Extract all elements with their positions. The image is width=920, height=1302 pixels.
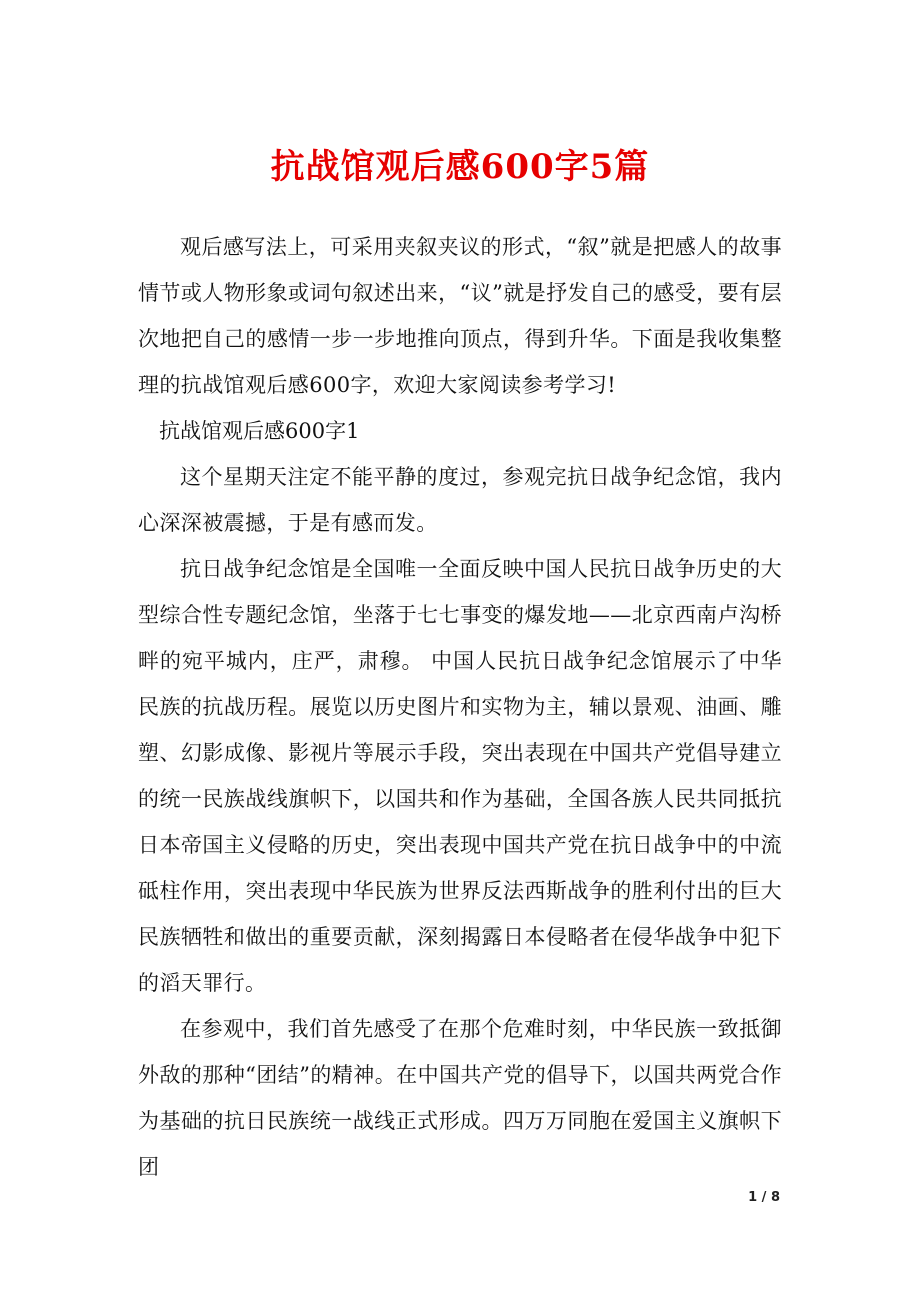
intro-paragraph: 观后感写法上，可采用夹叙夹议的形式，“叙”就是把感人的故事情节或人物形象或词句叙述出来，“议”就是抒发自己的感受，要有层次地把自己的感情一步一步地推向顶点，得到升华。下面是我收集整理的抗战馆观后感600字，欢迎大家阅读参考学习! [138,235,782,397]
document-body [138,224,782,1190]
page-number: 1 / 8 [748,1190,780,1205]
document-title: 抗战馆观后感600字5篇 [270,147,650,187]
section-heading: 抗战馆观后感600字1 [159,419,360,443]
body-paragraph-1: 这个星期天注定不能平静的度过，参观完抗日战争纪念馆，我内心深深被震撼，于是有感而发。 [138,465,782,535]
body-paragraph-3: 在参观中，我们首先感受了在那个危难时刻，中华民族一致抵御外敌的那种“团结”的精神。在中国共产党的倡导下，以国共两党合作为基础的抗日民族统一战线正式形成。四万万同胞在爱国主义旗帜下团 [138,1017,782,1179]
body-paragraph-2: 抗日战争纪念馆是全国唯一全面反映中国人民抗日战争历史的大型综合性专题纪念馆，坐落于七七事变的爆发地——北京西南卢沟桥畔的宛平城内，庄严，肃穆。 中国人民抗日战争纪念馆展示了中华民族的抗战历程。展览以历史图片和实物为主，辅以景观、油画、雕塑、幻影成像、影视片等展示手段，突出表现在中国共产党倡导建立的统一民族战线旗帜下，以国共和作为基础，全国各族人民共同抵抗日本帝国主义侵略的历史，突出表现中国共产党在抗日战争中的中流砥柱作用，突出表现中华民族为世界反法西斯战争的胜利付出的巨大民族牺牲和做出的重要贡献，深刻揭露日本侵略者在侵华战争中犯下的滔天罪行。 [138,557,782,995]
